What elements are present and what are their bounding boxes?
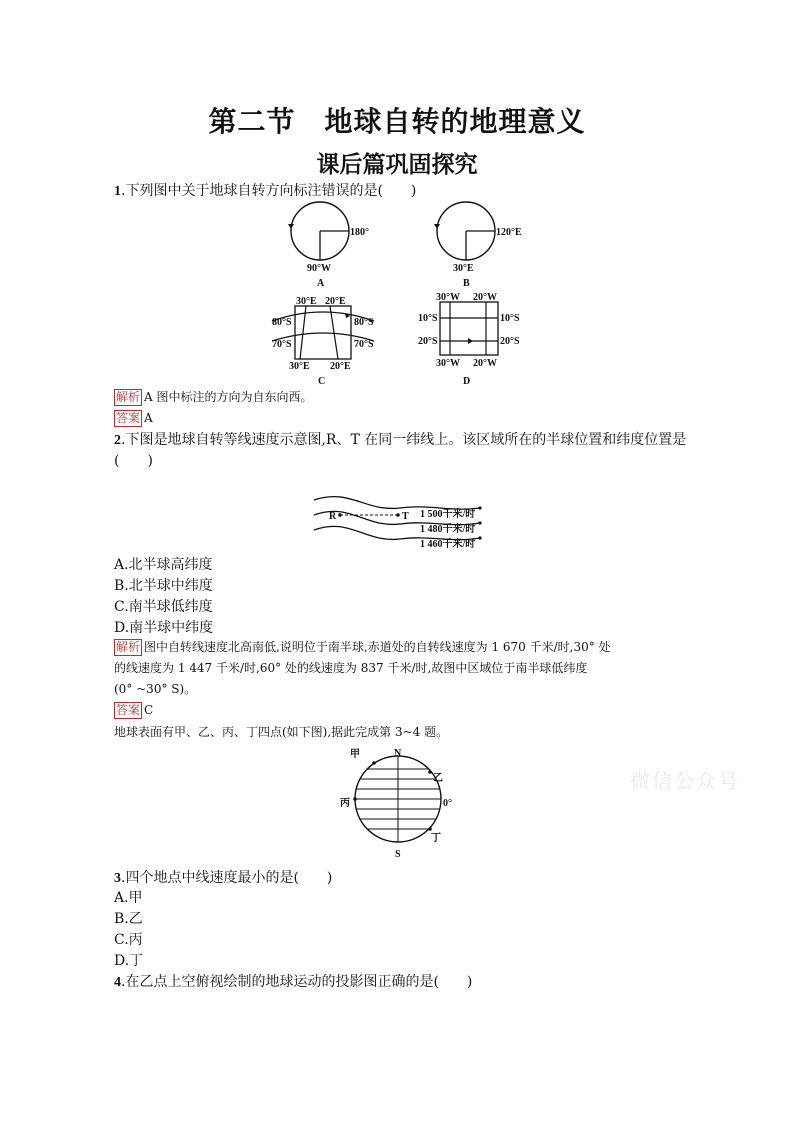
label: 30°E (296, 296, 317, 307)
analysis-text: (0° ~30° S)。 (114, 682, 197, 696)
label: 180° (350, 227, 369, 238)
q2-analysis (114, 637, 611, 658)
label: 90°W (307, 263, 331, 274)
option-c: C.丙 (114, 932, 143, 948)
intro-3-4: 地球表面有甲、乙、丙、丁四点(如下图),据此完成第 3~4 题。 (114, 725, 449, 739)
label: 20°W (473, 358, 497, 369)
label: 30°W (436, 292, 460, 303)
label: 10°S (418, 313, 438, 324)
question-3 (114, 868, 332, 889)
section-subtitle: 课后篇巩固探究 (316, 151, 478, 178)
option-b: B.北半球中纬度 (114, 578, 213, 594)
label: 10°S (500, 313, 520, 324)
question-number: 4 (114, 975, 121, 990)
label: 30°E (289, 361, 310, 372)
point-yi: 乙 (433, 773, 443, 784)
option-d: D.南半球中纬度 (114, 620, 214, 636)
page-title: 第二节 地球自转的地理意义 (208, 105, 586, 138)
point-bing: 丙 (340, 798, 350, 809)
question-text: .下列图中关于地球自转方向标注错误的是( ) (121, 183, 417, 199)
speed-label: 1 460千米/时 (420, 539, 476, 550)
label: 30°W (436, 358, 460, 369)
direction-arrow-icon (468, 338, 473, 344)
question-text: .下图是地球自转等线速度示意图,R、T 在同一纬线上。该区域所在的半球位置和纬度位置是 (121, 432, 687, 448)
analysis-text: 图中自转线速度北高南低,说明位于南半球,赤道处的自转线速度为 1 670 千米/时,30° 处 (144, 640, 611, 654)
globe-figure (338, 745, 458, 860)
speed-label: 1 480千米/时 (420, 524, 476, 535)
option-b: B.乙 (114, 911, 143, 927)
q1-figures (270, 195, 530, 390)
label: 80°S (354, 317, 374, 328)
option-c: C.南半球低纬度 (114, 599, 213, 615)
answer-tag: 答案 (116, 411, 141, 425)
question-4 (114, 972, 472, 993)
option-d: D.丁 (114, 953, 144, 969)
q1-answer (114, 408, 153, 429)
question-text: .四个地点中线速度最小的是( ) (121, 870, 333, 886)
direction-arrow-icon (288, 224, 294, 229)
figure-a (288, 202, 369, 289)
analysis-tag: 解析 (116, 390, 141, 404)
answer-tag: 答案 (116, 703, 141, 717)
caption-c: C (318, 376, 326, 387)
question-number: 1 (114, 184, 121, 199)
label: 20°S (500, 336, 520, 347)
speed-label: 1 500千米/时 (420, 509, 476, 520)
caption-b: B (463, 278, 470, 289)
label: 120°E (496, 227, 522, 238)
question-text: .在乙点上空俯视绘制的地球运动的投影图正确的是( ) (121, 974, 473, 990)
q2-figure (310, 490, 500, 552)
label: 70°S (272, 339, 292, 350)
answer-text: A (144, 411, 153, 425)
label: 20°W (473, 292, 497, 303)
analysis-text: A 图中标注的方向为自东向西。 (144, 390, 313, 404)
label: 20°E (330, 361, 351, 372)
label: 80°S (272, 317, 292, 328)
option-a: A.北半球高纬度 (114, 557, 213, 573)
zero-degree-label: 0° (443, 798, 452, 809)
question-2 (114, 430, 686, 451)
point-jia: 甲 (350, 749, 360, 760)
analysis-tag: 解析 (116, 640, 141, 654)
label: 70°S (354, 339, 374, 350)
analysis-text: 的线速度为 1 447 千米/时,60° 处的线速度为 837 千米/时,故图中区域位于南半球低纬度 (114, 661, 588, 675)
point-t: T (402, 511, 409, 522)
label: 30°E (453, 263, 474, 274)
south-label: S (395, 849, 401, 860)
question-2-blank: ( ) (114, 453, 153, 469)
answer-text: C (144, 703, 154, 717)
figure-d (418, 292, 520, 387)
caption-a: A (317, 278, 325, 289)
q1-analysis (114, 387, 313, 408)
question-number: 2 (114, 433, 121, 448)
north-label: N (394, 748, 402, 759)
q2-answer (114, 700, 153, 721)
watermark: 微信公众号 (630, 769, 740, 793)
option-a: A.甲 (114, 890, 143, 906)
figure-c (272, 296, 374, 387)
label: 20°S (418, 336, 438, 347)
caption-d: D (463, 376, 471, 387)
label: 20°E (325, 296, 346, 307)
direction-arrow-icon (434, 224, 440, 229)
point-r: R (329, 511, 337, 522)
figure-b (434, 202, 522, 289)
point-ding: 丁 (431, 833, 441, 844)
question-number: 3 (114, 871, 121, 886)
